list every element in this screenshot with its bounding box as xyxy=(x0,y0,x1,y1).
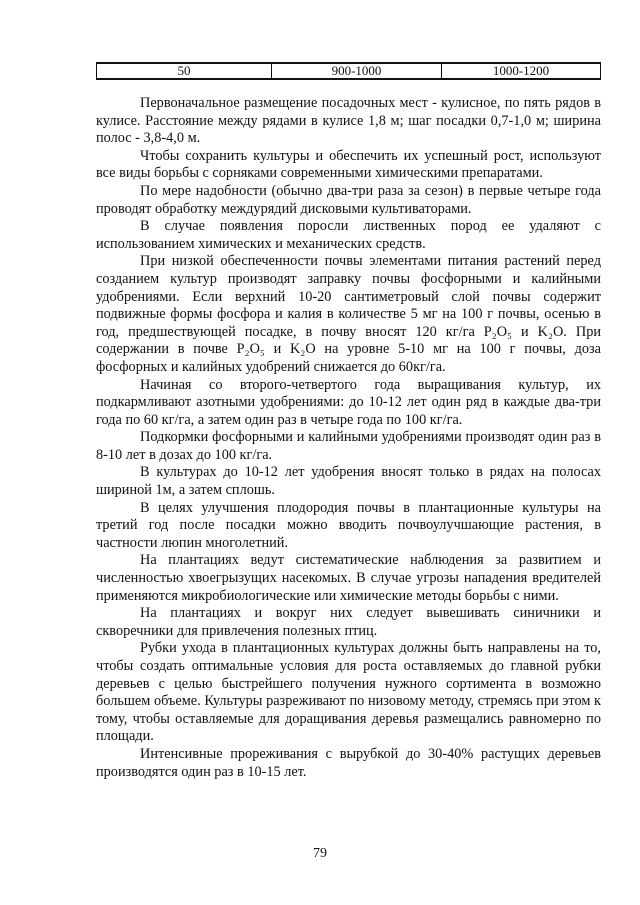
paragraph: Первоначальное размещение посадочных мест - кулисное, по пять рядов в кулисе. Расстояние между рядами в кулисе 1,8 м; шаг посадки 0,7-1,0 м; ширина полос - 3,8-4,0 м. xyxy=(96,95,601,147)
paragraph: На плантациях и вокруг них следует вывешивать синичники и скворечники для привлечения полезных птиц. xyxy=(96,605,601,639)
paragraph: В случае появления поросли лиственных пород ее удаляют с использованием химических и механических средств. xyxy=(96,218,601,252)
paragraph: По мере надобности (обычно два-три раза за сезон) в первые четыре года проводят обработку междурядий дисковыми культиваторами. xyxy=(96,182,601,217)
paragraph: Подкормки фосфорными и калийными удобрениями производят один раз в 8-10 лет в дозах до 100 кг/га. xyxy=(96,429,601,463)
page-number: 79 xyxy=(313,846,327,861)
paragraph: Интенсивные прореживания с вырубкой до 30-40% растущих деревьев производятся один раз в 10-15 лет. xyxy=(96,745,601,780)
table-cell: 50 xyxy=(97,63,272,79)
paragraph: Чтобы сохранить культуры и обеспечить их успешный рост, используют все виды борьбы с сорняками современными химическими препаратами. xyxy=(96,147,601,182)
table-cell: 1000-1200 xyxy=(442,63,601,79)
paragraph: В культурах до 10-12 лет удобрения вносят только в рядах на полосах шириной 1м, а затем сплошь. xyxy=(96,464,601,499)
table-cell: 900-1000 xyxy=(272,63,442,79)
paragraph: На плантациях ведут систематические наблюдения за развитием и численностью хвоегрызущих насекомых. В случае угрозы нападения вредителей применяются микробиологические или химические методы борьбы с ними. xyxy=(96,552,601,604)
body-text xyxy=(96,95,601,781)
table-row xyxy=(97,63,601,79)
paragraph: При низкой обеспеченности почвы элементами питания растений перед созданием культур производят заправку почвы фосфорными и калийными удобрениями. Если верхний 10-20 сантиметровый слой почвы содержит подвижные формы фосфора и калия в количестве 5 мг на 100 г почвы, осенью в год, предшествующей посадке, в почву вносят 120 кг/га P₂O₅ и K₂O. При содержании в почве P₂O₅ и K₂O на уровне 5-10 мг на 100 г почвы, доза фосфорных и калийных удобрений снижается до 60кг/га. xyxy=(96,253,601,375)
paragraph: Начиная со второго-четвертого года выращивания культур, их подкармливают азотными удобрениями: до 10-12 лет один ряд в каждые два-три года по 60 кг/га, а затем один раз в четыре года по 100 кг/га. xyxy=(96,376,601,428)
paragraph: Рубки ухода в плантационных культурах должны быть направлены на то, чтобы создать оптимальные условия для роста оставляемых до главной рубки деревьев с целью быстрейшего получения нужного сортимента в возможно большем объеме. Культуры разреживают по низовому методу, стремясь при этом к тому, чтобы оставляемые для доращивания деревья размещались равномерно по площади. xyxy=(96,640,601,745)
data-table xyxy=(96,62,601,80)
paragraph: В целях улучшения плодородия почвы в плантационные культуры на третий год после посадки можно вводить почвоулучшающие растения, в частности люпин многолетний. xyxy=(96,499,601,551)
